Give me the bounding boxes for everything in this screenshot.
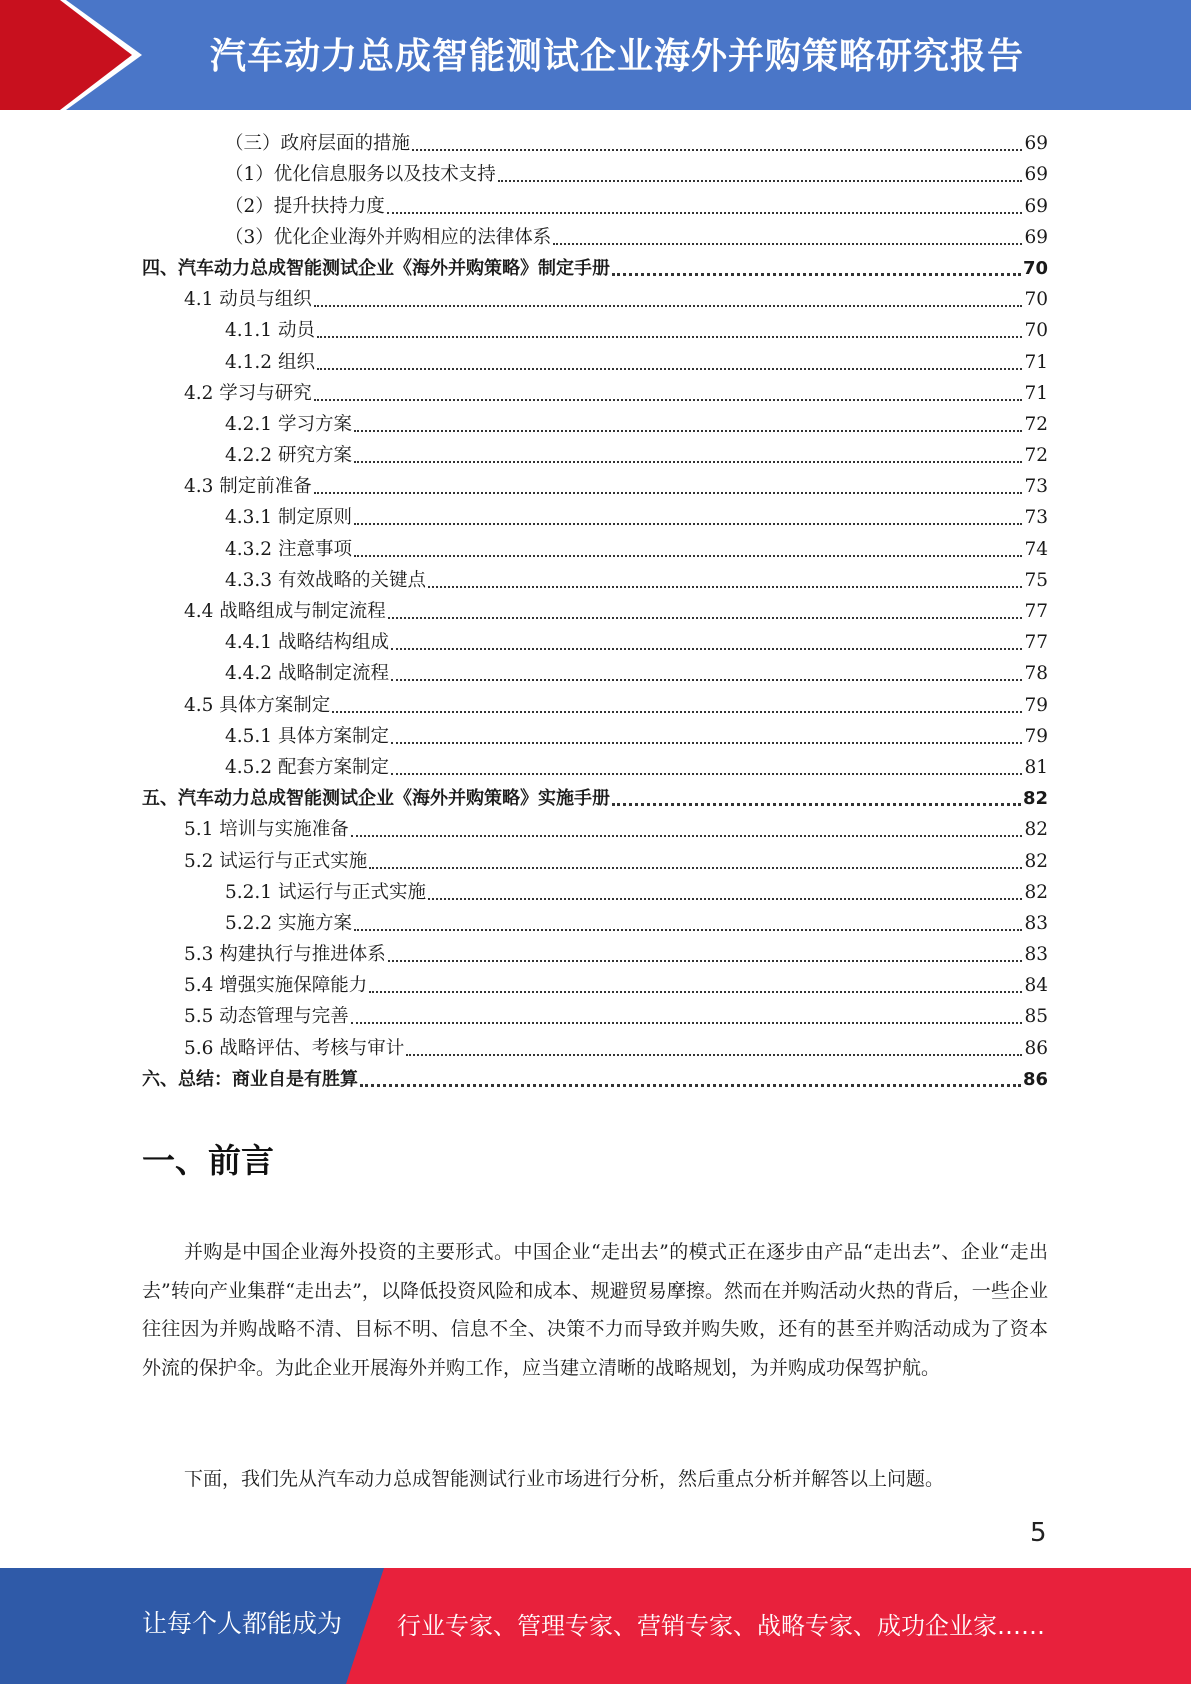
intro-paragraph: 并购是中国企业海外投资的主要形式。中国企业“走出去”的模式正在逐步由产品“走出去”、企业“走出去”转向产业集群“走出去”，以降低投资风险和成本、规避贸易摩擦。然而在并购活动火热的背后，一些企业往往因为并购战略不清、目标不明、信息不全、决策不力而导致并购失败，还有的甚至并购活动成为了资本外流的保护伞。为此企业开展海外并购工作，应当建立清晰的战略规划，为并购成功保驾护航。 (142, 1241, 1048, 1379)
toc-entry-page: 74 (1024, 538, 1048, 560)
toc-dot-leader (369, 847, 1022, 869)
toc-entry[interactable] (142, 1064, 1048, 1095)
toc-entry-label: 四、汽车动力总成智能测试企业《海外并购策略》制定手册 (142, 257, 610, 279)
toc-entry-label: 5.4 增强实施保障能力 (184, 975, 368, 997)
toc-entry[interactable] (142, 533, 1048, 564)
toc-entry-page: 82 (1024, 881, 1048, 903)
toc-entry-page: 86 (1022, 1068, 1048, 1090)
toc-entry-page: 85 (1024, 1006, 1048, 1028)
toc-dot-leader (351, 1002, 1023, 1024)
toc-dot-leader (369, 971, 1022, 993)
toc-entry[interactable] (142, 190, 1048, 221)
toc-dot-leader (612, 253, 1021, 276)
toc-entry-page: 83 (1024, 944, 1048, 966)
toc-entry[interactable] (142, 658, 1048, 689)
toc-entry[interactable] (142, 409, 1048, 440)
toc-entry[interactable] (142, 689, 1048, 720)
footer-slogan-left: 让每个人都能成为 (142, 1609, 343, 1638)
toc-entry[interactable] (142, 378, 1048, 409)
toc-entry[interactable] (142, 908, 1048, 939)
toc-entry[interactable] (142, 315, 1048, 346)
toc-entry[interactable] (142, 721, 1048, 752)
toc-entry-page: 71 (1024, 351, 1048, 373)
toc-entry-page: 73 (1024, 476, 1048, 498)
toc-dot-leader (428, 566, 1022, 588)
toc-entry-page: 70 (1024, 289, 1048, 311)
toc-entry-page: 83 (1024, 912, 1048, 934)
toc-dot-leader (553, 223, 1022, 245)
toc-entry-label: 4.2 学习与研究 (184, 382, 312, 404)
toc-entry-label: 5.1 培训与实施准备 (184, 819, 349, 841)
toc-entry-label: 4.3.2 注意事项 (225, 538, 352, 560)
toc-entry[interactable] (142, 565, 1048, 596)
toc-entry[interactable] (142, 845, 1048, 876)
toc-entry-page: 81 (1024, 756, 1048, 778)
toc-entry[interactable] (142, 627, 1048, 658)
toc-entry-page: 72 (1024, 413, 1048, 435)
page-footer (0, 1568, 1191, 1684)
toc-entry-label: 4.3.3 有效战略的关键点 (225, 569, 426, 591)
toc-entry-page: 84 (1024, 975, 1048, 997)
toc-entry-page: 70 (1024, 320, 1048, 342)
toc-entry-page: 69 (1024, 133, 1048, 155)
toc-entry[interactable] (142, 970, 1048, 1001)
toc-entry-page: 79 (1024, 725, 1048, 747)
toc-dot-leader (428, 878, 1022, 900)
toc-dot-leader (388, 940, 1023, 962)
toc-dot-leader (388, 597, 1023, 619)
toc-entry-page: 72 (1024, 445, 1048, 467)
toc-entry[interactable] (142, 939, 1048, 970)
toc-dot-leader (354, 535, 1023, 557)
toc-entry[interactable] (142, 471, 1048, 502)
toc-entry-label: 4.5 具体方案制定 (184, 694, 331, 716)
toc-entry-label: 5.2.2 实施方案 (225, 912, 352, 934)
toc-entry-page: 82 (1024, 850, 1048, 872)
toc-entry-label: 5.3 构建执行与推进体系 (184, 944, 386, 966)
toc-dot-leader (391, 753, 1022, 775)
toc-entry-label: 4.1.2 组织 (225, 351, 315, 373)
toc-entry-page: 77 (1024, 601, 1048, 622)
toc-entry-page: 86 (1024, 1037, 1048, 1059)
toc-entry-label: 4.5.1 具体方案制定 (225, 725, 389, 747)
toc-entry-label: 五、汽车动力总成智能测试企业《海外并购策略》实施手册 (142, 788, 610, 810)
toc-entry-label: 4.4.1 战略结构组成 (225, 632, 389, 654)
toc-entry-page: 69 (1024, 164, 1048, 186)
toc-dot-leader (406, 1034, 1022, 1056)
toc-dot-leader (391, 659, 1022, 681)
header-arrow-icon (0, 0, 150, 110)
toc-entry-label: 4.4 战略组成与制定流程 (184, 601, 386, 622)
toc-entry-label: 六、总结：商业自是有胜算 (142, 1068, 358, 1090)
intro-paragraph-2: 下面，我们先从汽车动力总成智能测试行业市场进行分析，然后重点分析并解答以上问题。 (184, 1468, 945, 1490)
toc-entry-page: 70 (1022, 257, 1048, 279)
toc-entry-label: 4.5.2 配套方案制定 (225, 756, 389, 778)
toc-dot-leader (354, 410, 1023, 432)
toc-entry-label: 5.5 动态管理与完善 (184, 1006, 349, 1028)
toc-entry[interactable] (142, 1001, 1048, 1032)
toc-entry-label: 4.4.2 战略制定流程 (225, 663, 389, 685)
toc-entry[interactable] (142, 814, 1048, 845)
toc-dot-leader (314, 379, 1023, 401)
toc-entry[interactable] (142, 284, 1048, 315)
table-of-contents (142, 128, 1048, 1095)
toc-entry-page: 78 (1024, 663, 1048, 685)
toc-entry-page: 69 (1024, 195, 1048, 217)
toc-entry-label: （2）提升扶持力度 (225, 195, 385, 217)
toc-entry-label: 4.1.1 动员 (225, 320, 315, 342)
page-header (0, 0, 1191, 110)
toc-entry[interactable] (142, 440, 1048, 471)
toc-entry-label: 5.2.1 试运行与正式实施 (225, 881, 426, 903)
toc-dot-leader (354, 441, 1023, 463)
toc-entry-label: 4.2.2 研究方案 (225, 445, 352, 467)
toc-dot-leader (391, 722, 1022, 744)
toc-entry-label: 4.2.1 学习方案 (225, 413, 352, 435)
toc-dot-leader (360, 1064, 1021, 1087)
toc-entry[interactable] (142, 596, 1048, 627)
toc-entry[interactable] (142, 253, 1048, 284)
toc-entry-label: 4.3.1 制定原则 (225, 507, 352, 529)
footer-slogan-right: 行业专家、管理专家、营销专家、战略专家、成功企业家…… (397, 1612, 1045, 1640)
toc-dot-leader (387, 192, 1023, 214)
toc-dot-leader (412, 129, 1022, 151)
toc-entry-page: 79 (1024, 694, 1048, 716)
toc-entry-page: 77 (1024, 632, 1048, 654)
toc-entry[interactable] (142, 128, 1048, 159)
toc-dot-leader (354, 909, 1023, 931)
toc-dot-leader (317, 316, 1023, 338)
toc-dot-leader (317, 348, 1023, 370)
toc-entry-label: 5.6 战略评估、考核与审计 (184, 1037, 405, 1059)
toc-entry-page: 69 (1024, 226, 1048, 248)
toc-dot-leader (391, 628, 1022, 650)
toc-entry[interactable] (142, 222, 1048, 253)
toc-dot-leader (314, 472, 1023, 494)
toc-entry-page: 71 (1024, 382, 1048, 404)
toc-entry-label: （三）政府层面的措施 (225, 133, 411, 155)
page-number: 5 (1030, 1518, 1047, 1548)
toc-dot-leader (354, 503, 1023, 525)
toc-entry-page: 75 (1024, 569, 1048, 591)
toc-dot-leader (498, 160, 1023, 182)
toc-entry[interactable] (142, 502, 1048, 533)
toc-entry[interactable] (142, 159, 1048, 190)
toc-entry-page: 73 (1024, 507, 1048, 529)
toc-entry[interactable] (142, 1032, 1048, 1063)
toc-entry[interactable] (142, 346, 1048, 377)
toc-entry[interactable] (142, 752, 1048, 783)
toc-entry-page: 82 (1024, 819, 1048, 841)
toc-entry-page: 82 (1022, 788, 1048, 810)
toc-entry[interactable] (142, 877, 1048, 908)
toc-entry-label: （1）优化信息服务以及技术支持 (225, 164, 496, 186)
toc-dot-leader (612, 783, 1021, 806)
toc-entry[interactable] (142, 783, 1048, 814)
toc-dot-leader (314, 285, 1023, 307)
section-heading: 一、前言 (142, 1141, 274, 1180)
document-title: 汽车动力总成智能测试企业海外并购策略研究报告 (210, 36, 1025, 77)
toc-dot-leader (332, 691, 1022, 713)
toc-entry-label: （3）优化企业海外并购相应的法律体系 (225, 226, 552, 248)
toc-dot-leader (351, 815, 1023, 837)
toc-entry-label: 4.3 制定前准备 (184, 476, 312, 498)
toc-entry-label: 4.1 动员与组织 (184, 289, 312, 311)
toc-entry-label: 5.2 试运行与正式实施 (184, 850, 368, 872)
